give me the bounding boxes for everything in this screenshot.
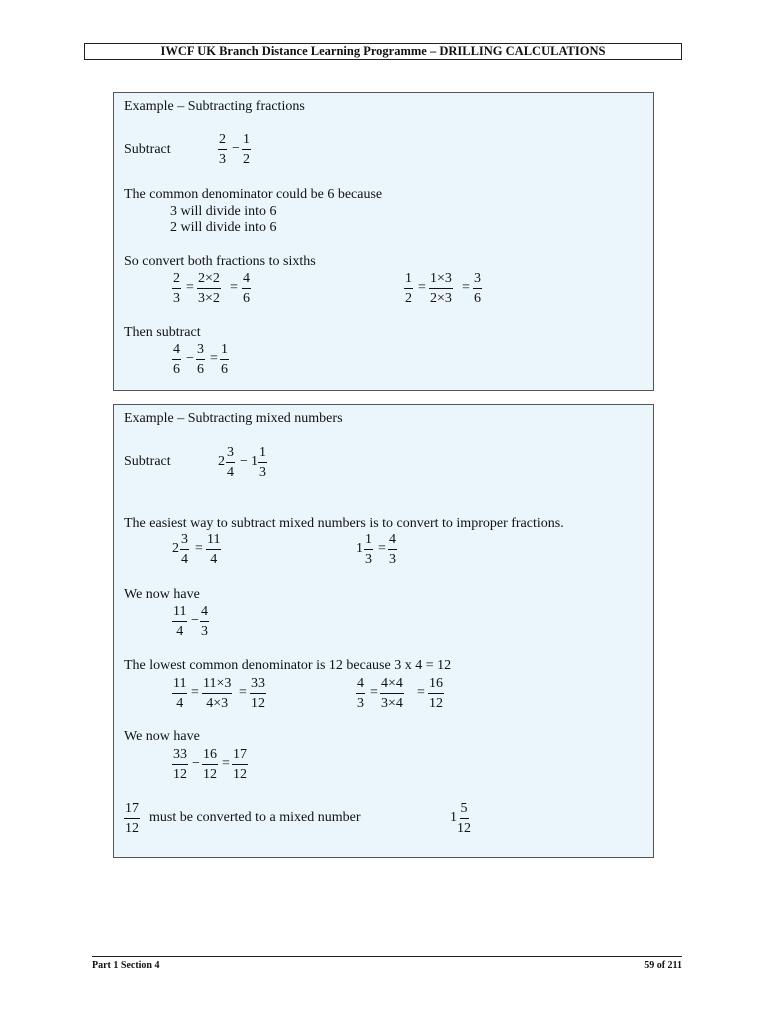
fraction: 1 3	[259, 445, 266, 480]
fraction: 11×3 4×3	[203, 676, 232, 711]
fraction: 3 6	[197, 342, 204, 377]
text-line: 2 will divide into 6	[170, 220, 277, 235]
text-line: The common denominator could be 6 because	[124, 187, 383, 202]
operator: −	[186, 351, 194, 366]
operator: −	[192, 756, 200, 771]
footer-page-number: 59 of 211	[644, 960, 682, 971]
example-title: Example – Subtracting mixed numbers	[124, 411, 343, 426]
operator: =	[222, 756, 230, 771]
fraction: 2 3	[173, 271, 180, 306]
text-line: So convert both fractions to sixths	[124, 254, 316, 269]
fraction: 1 3	[365, 532, 372, 567]
text-line: Then subtract	[124, 325, 201, 340]
fraction: 3 6	[474, 271, 481, 306]
operator: −	[232, 141, 240, 156]
whole-number: 1	[450, 810, 457, 825]
fraction: 4 3	[201, 604, 208, 639]
fraction: 16 12	[429, 676, 443, 711]
fraction: 1 2	[405, 271, 412, 306]
fraction: 4 3	[389, 532, 396, 567]
fraction: 3 4	[181, 532, 188, 567]
text-line: We now have	[124, 587, 200, 602]
operator: =	[417, 685, 425, 700]
fraction: 2 3	[219, 132, 226, 167]
whole-number: 2	[218, 454, 225, 469]
operator: −	[240, 454, 248, 469]
example-title: Example – Subtracting fractions	[124, 99, 305, 114]
fraction: 1 2	[243, 132, 250, 167]
operator: =	[195, 541, 203, 556]
operator: =	[239, 685, 247, 700]
example-subtracting-mixed-numbers-box	[113, 404, 654, 858]
document-header: IWCF UK Branch Distance Learning Programme – DRILLING CALCULATIONS	[84, 43, 682, 60]
operator: =	[378, 541, 386, 556]
fraction: 4 3	[357, 676, 364, 711]
operator: =	[210, 351, 218, 366]
fraction: 5 12	[457, 801, 471, 836]
whole-number: 1	[356, 541, 363, 556]
operator: =	[418, 280, 426, 295]
operator: =	[462, 280, 470, 295]
subtract-label: Subtract	[124, 142, 171, 157]
fraction: 17 12	[233, 747, 247, 782]
fraction: 1 6	[221, 342, 228, 377]
operator: =	[370, 685, 378, 700]
fraction: 3 4	[227, 445, 234, 480]
footer-section: Part 1 Section 4	[92, 960, 160, 971]
fraction: 11 4	[173, 604, 187, 639]
footer-rule	[92, 956, 682, 957]
text-line: We now have	[124, 729, 200, 744]
fraction: 16 12	[203, 747, 217, 782]
subtract-label: Subtract	[124, 454, 171, 469]
text-line: The lowest common denominator is 12 because 3 x 4 = 12	[124, 658, 452, 673]
whole-number: 1	[251, 454, 258, 469]
fraction: 4×4 3×4	[381, 676, 403, 711]
operator: −	[191, 613, 199, 628]
fraction: 4 6	[243, 271, 250, 306]
fraction: 17 12	[125, 801, 139, 836]
text-line: The easiest way to subtract mixed numbers is to convert to improper fractions.	[124, 516, 564, 531]
example-subtracting-fractions-box	[113, 92, 654, 391]
fraction: 33 12	[251, 676, 265, 711]
fraction: 1×3 2×3	[430, 271, 452, 306]
fraction: 4 6	[173, 342, 180, 377]
operator: =	[191, 685, 199, 700]
fraction: 11 4	[173, 676, 187, 711]
text-line: must be converted to a mixed number	[149, 810, 361, 825]
fraction: 33 12	[173, 747, 187, 782]
text-line: 3 will divide into 6	[170, 204, 277, 219]
whole-number: 2	[172, 541, 179, 556]
fraction: 11 4	[207, 532, 221, 567]
operator: =	[230, 280, 238, 295]
operator: =	[186, 280, 194, 295]
fraction: 2×2 3×2	[198, 271, 220, 306]
